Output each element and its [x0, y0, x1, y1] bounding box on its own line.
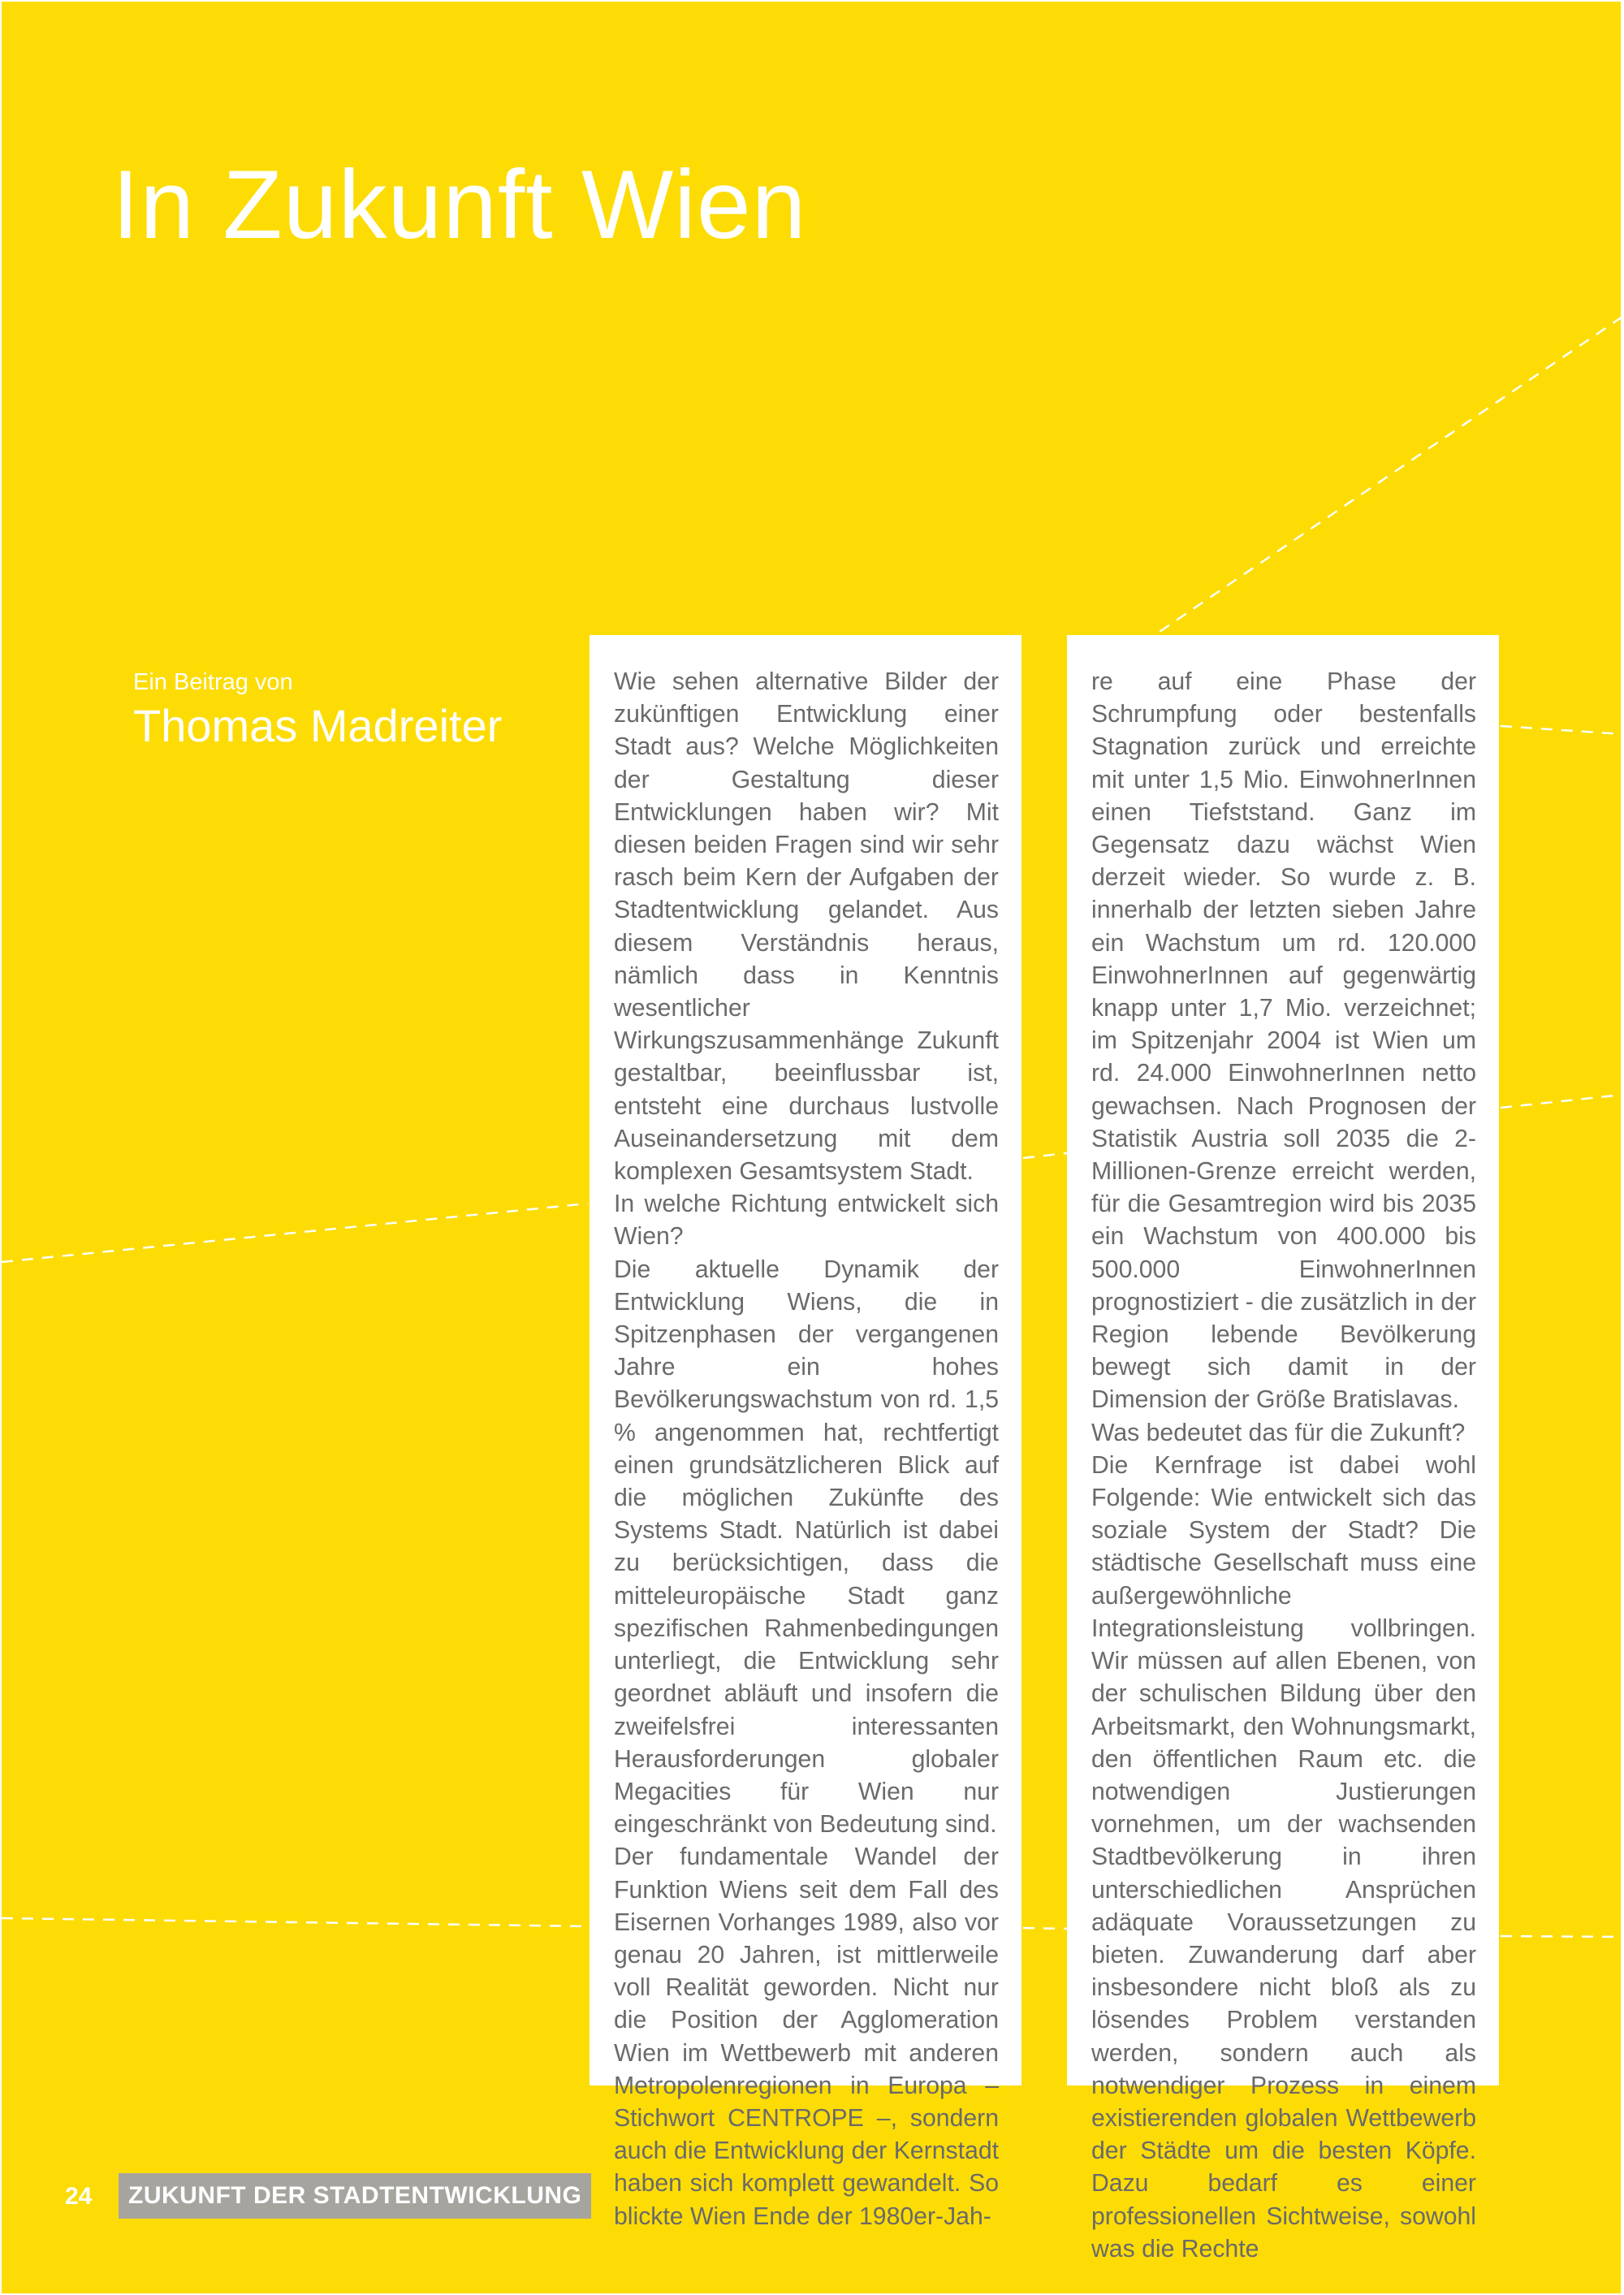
- section-tag: ZUKUNFT DER STADTENTWICKLUNG: [119, 2173, 591, 2219]
- paragraph: Der fundamentale Wandel der Funktion Wiens seit dem Fall des Eisernen Vorhanges 1989, also vor genau 20 Jahren, ist mittlerweile voll Realität geworden. Nicht nur die Position der Agglomeration Wien im Wettbewerb mit anderen Metropolenregionen in Europa – Stichwort CENTROPE –, sondern auch die Entwicklung der Kernstadt haben sich komplett gewandelt. So blickte Wien Ende der 1980er-Jah-: [614, 1843, 999, 2230]
- page: [2, 2, 1621, 2293]
- text-column-2: [1067, 635, 1499, 2263]
- page-number: 24: [65, 2183, 93, 2210]
- byline-label: Ein Beitrag von: [133, 669, 293, 695]
- paragraph: Wie sehen alternative Bilder der zukünftigen Entwicklung einer Stadt aus? Welche Möglichkeiten der Gestaltung dieser Entwicklungen haben wir? Mit diesen beiden Fragen sind wir sehr rasch beim Kern der Aufgaben der Stadtentwicklung gelandet. Aus diesem Verständnis heraus, nämlich dass in Kenntnis wesentlicher Wirkungszusammenhänge Zukunft gestaltbar, beeinflussbar ist, entsteht eine durchaus lustvolle Auseinandersetzung mit dem komplexen Gesamtsystem Stadt.: [614, 668, 999, 1186]
- paragraph: re auf eine Phase der Schrumpfung oder bestenfalls Stagnation zurück und erreichte mit unter 1,5 Mio. EinwohnerInnen einen Tiefststand. Ganz im Gegensatz dazu wächst Wien derzeit wieder. So wurde z. B. innerhalb der letzten sieben Jahre ein Wachstum um rd. 120.000 EinwohnerInnen auf gegenwärtig knapp unter 1,7 Mio. verzeichnet; im Spitzenjahr 2004 ist Wien um rd. 24.000 EinwohnerInnen netto gewachsen. Nach Prognosen der Statistik Austria soll 2035 die 2-Millionen-Grenze erreicht werden, für die Gesamtregion wird bis 2035 ein Wachstum von 400.000 bis 500.000 EinwohnerInnen prognostiziert - die zusätzlich in der Region lebende Bevölkerung bewegt sich damit in der Dimension der Größe Bratislavas.: [1091, 668, 1476, 1414]
- paragraph: Die aktuelle Dynamik der Entwicklung Wiens, die in Spitzenphasen der vergangenen Jahre ein hohes Bevölkerungswachstum von rd. 1,5 % angenommen hat, rechtfertigt einen grundsätzlicheren Blick auf die möglichen Zukünfte des Systems Stadt. Natürlich ist dabei zu berücksichtigen, dass die mitteleuropäische Stadt ganz spezifischen Rahmenbedingungen unterliegt, die Entwicklung sehr geordnet abläuft und insofern die zweifelsfrei interessanten Herausforderungen globaler Megacities für Wien nur eingeschränkt von Bedeutung sind.: [614, 1256, 999, 1839]
- paragraph: Was bedeutet das für die Zukunft?: [1091, 1419, 1466, 1446]
- paragraph: Die Kernfrage ist dabei wohl Folgende: Wie entwickelt sich das soziale System der Stadt? Die städtische Gesellschaft muss eine außergewöhnliche Integrationsleistung vollbringen. Wir müssen auf allen Ebenen, von der schulischen Bildung über den Arbeitsmarkt, den Wohnungsmarkt, den öffentlichen Raum etc. die notwendigen Justierungen vornehmen, um der wachsenden Stadtbevölkerung in ihren unterschiedlichen Ansprüchen adäquate Voraussetzungen zu bieten. Zuwanderung darf aber insbesondere nicht bloß als zu lösendes Problem verstanden werden, sondern auch als notwendiger Prozess in einem existierenden globalen Wettbewerb der Städte um die besten Köpfe. Dazu bedarf es einer professionellen Sichtweise, sowohl was die Rechte: [1091, 1451, 1476, 2263]
- paragraph: In welche Richtung entwickelt sich Wien?: [614, 1191, 999, 1251]
- page-title: In Zukunft Wien: [112, 150, 807, 259]
- text-column-1: [590, 635, 1021, 2230]
- author-name: Thomas Madreiter: [133, 700, 503, 751]
